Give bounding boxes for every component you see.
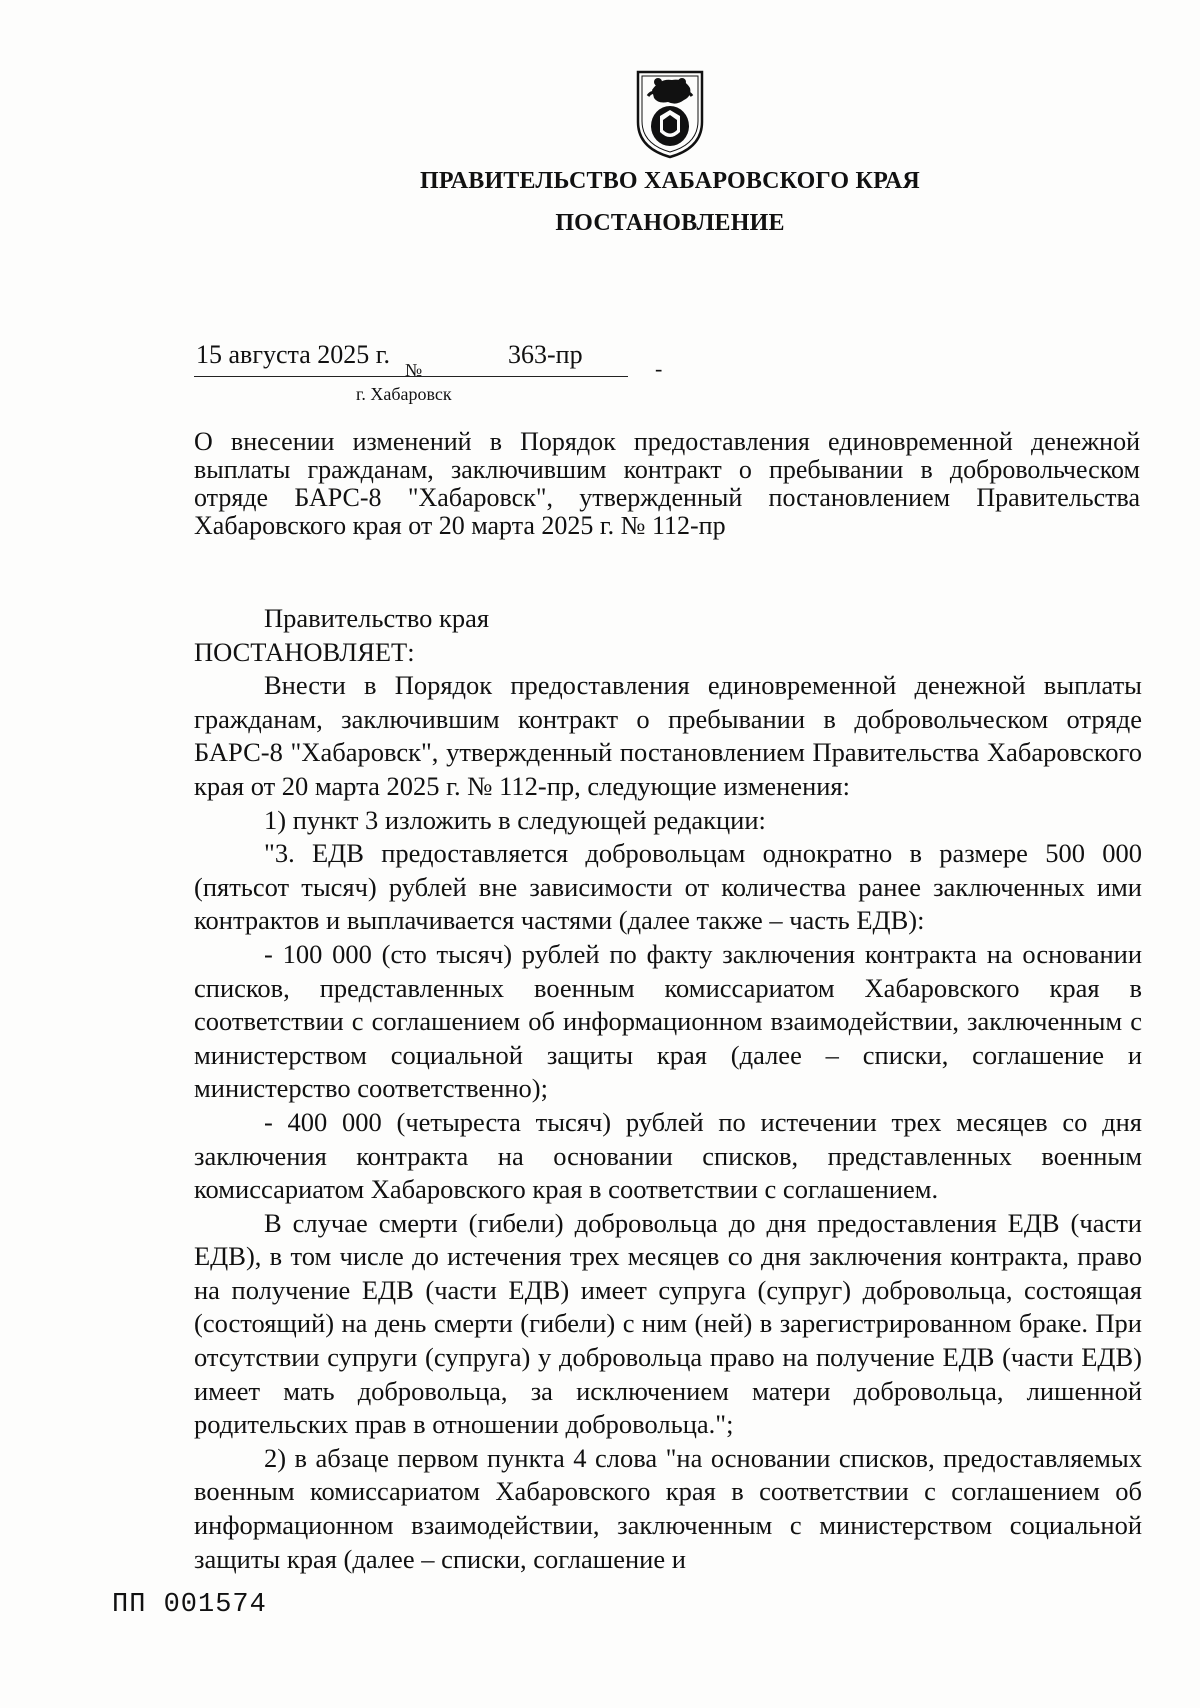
document-body [194, 602, 1142, 1576]
paragraph: 2) в абзаце первом пункта 4 слова "на основании списков, предоставляемых военным комиссариатом Хабаровского края в соответствии с соглашением об информационном взаимодействии, заключенным с министерством социальной защиты края (далее – списки, соглашение и [194, 1442, 1142, 1574]
paragraph: "3. ЕДВ предоставляется добровольцам однократно в размере 500 000 (пятьсот тысяч) рублей вне зависимости от количества ранее заключенных ими контрактов и выплачивается частями (далее также – часть ЕДВ): [194, 838, 1142, 936]
paragraph: Внести в Порядок предоставления единовременной денежной выплаты гражданам, заключившим контракт о пребывании в добровольческом отряде БАРС-8 "Хабаровск", утвержденный постановлением Правительства Хабаровского края от 20 марта 2025 г. № 112-пр, следующие изменения: [194, 670, 1142, 801]
registry-stamp: ПП 001574 [112, 1590, 267, 1620]
document-type: ПОСТАНОВЛЕНИЕ [555, 210, 785, 236]
preamble: Правительство края [264, 603, 490, 633]
document-number: 363-пр [508, 340, 583, 369]
paragraph: 1) пункт 3 изложить в следующей редакции: [264, 804, 766, 835]
government-title: ПРАВИТЕЛЬСТВО ХАБАРОВСКОГО КРАЯ [420, 168, 920, 194]
resolves-heading: ПОСТАНОВЛЯЕТ: [194, 636, 415, 667]
paragraph: - 400 000 (четыреста тысяч) рублей по истечении трех месяцев со дня заключения контракта на основании списков, представленных военным комиссариатом Хабаровского края в соответствии с соглашением. [194, 1106, 1142, 1205]
number-sign: № [405, 360, 423, 380]
document-city: г. Хабаровск [356, 384, 452, 404]
paragraph: В случае смерти (гибели) добровольца до дня предоставления ЕДВ (части ЕДВ), в том числе до истечения трех месяцев со дня заключения контракта, право на получение ЕДВ (части ЕДВ) имеет супруга (супруг) добровольца, состоящая (состоящий) на день смерти (гибели) с ним (ней) в зарегистрированном браке. При отсутствии супруги (супруга) у добровольца право на получение ЕДВ (части ЕДВ) имеет мать добровольца, за исключением матери добровольца, лишенной родительских прав в отношении добровольца."; [194, 1207, 1142, 1440]
paragraph: - 100 000 (сто тысяч) рублей по факту заключения контракта на основании списков, представленных военным комиссариатом Хабаровского края в соответствии с соглашением об информационном взаимодействии, заключенным с министерством социальной защиты края (далее – списки, соглашение и министерство соответственно); [194, 938, 1142, 1104]
coat-of-arms-icon [630, 60, 710, 160]
document-date: 15 августа 2025 г. [196, 340, 390, 369]
separator-mark: - [655, 356, 663, 381]
date-number-underline [194, 376, 628, 377]
document-subject: О внесении изменений в Порядок предоставления единовременной денежной выплаты гражданам, заключившим контракт о пребывании в добровольческом отряде БАРС-8 "Хабаровск", утвержденный постановлением Правительства Хабаровского края от 20 марта 2025 г. № 112-пр [194, 427, 1140, 540]
